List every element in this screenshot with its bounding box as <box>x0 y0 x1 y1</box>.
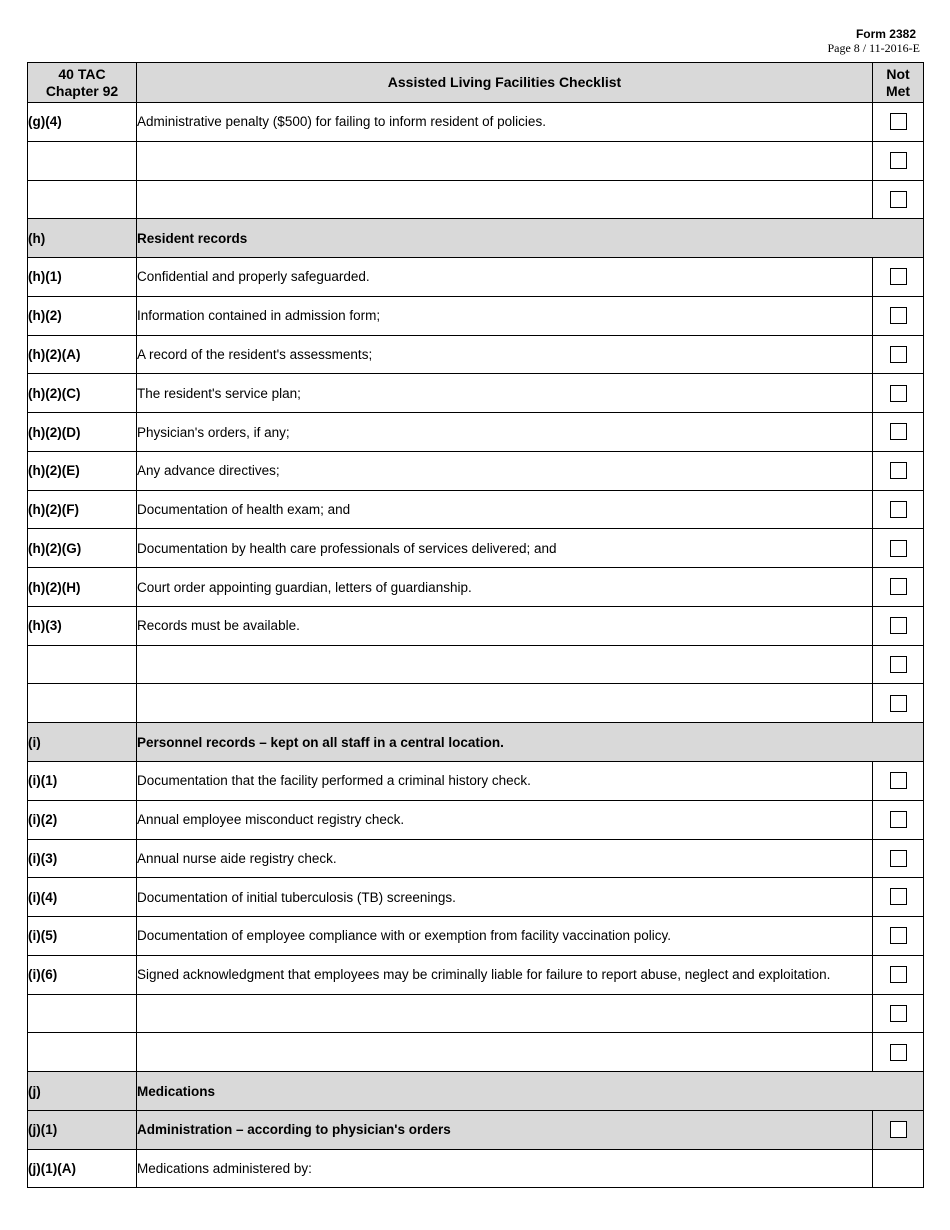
table-row <box>28 335 924 374</box>
not-met-checkbox[interactable] <box>890 346 907 363</box>
table-row <box>28 955 924 994</box>
row-description <box>137 994 873 1033</box>
row-ref: (i) <box>28 723 137 762</box>
not-met-checkbox[interactable] <box>890 811 907 828</box>
header-ref: 40 TAC Chapter 92 <box>28 63 137 103</box>
not-met-checkbox[interactable] <box>890 540 907 557</box>
table-row <box>28 258 924 297</box>
not-met-checkbox[interactable] <box>890 695 907 712</box>
not-met-checkbox[interactable] <box>890 385 907 402</box>
section-row <box>28 1072 924 1111</box>
table-row <box>28 606 924 645</box>
row-ref: (h) <box>28 219 137 258</box>
not-met-cell <box>873 258 924 297</box>
row-description: Signed acknowledgment that employees may be criminally liable for failure to report abuse, neglect and exploitation. <box>137 955 873 994</box>
table-row <box>28 374 924 413</box>
row-ref: (i)(1) <box>28 762 137 801</box>
table-row <box>28 1149 924 1188</box>
not-met-cell <box>873 103 924 142</box>
form-header <box>827 27 920 55</box>
table-row <box>28 490 924 529</box>
header-not-met: Not Met <box>873 63 924 103</box>
not-met-checkbox[interactable] <box>890 152 907 169</box>
row-ref: (h)(2)(C) <box>28 374 137 413</box>
row-description: Documentation that the facility performed a criminal history check. <box>137 762 873 801</box>
section-row <box>28 1110 924 1149</box>
not-met-cell <box>873 645 924 684</box>
not-met-checkbox[interactable] <box>890 462 907 479</box>
not-met-cell <box>873 413 924 452</box>
table-row <box>28 917 924 956</box>
row-description: A record of the resident's assessments; <box>137 335 873 374</box>
not-met-cell <box>873 529 924 568</box>
row-description <box>137 684 873 723</box>
row-description: Court order appointing guardian, letters of guardianship. <box>137 568 873 607</box>
not-met-cell <box>873 1110 924 1149</box>
section-row <box>28 723 924 762</box>
table-row <box>28 762 924 801</box>
row-description: Information contained in admission form; <box>137 296 873 335</box>
table-row <box>28 568 924 607</box>
row-description <box>137 645 873 684</box>
table-header-row <box>28 63 924 103</box>
section-row <box>28 219 924 258</box>
not-met-checkbox[interactable] <box>890 772 907 789</box>
section-title: Personnel records – kept on all staff in a central location. <box>137 723 924 762</box>
table-row <box>28 296 924 335</box>
not-met-cell <box>873 839 924 878</box>
section-title: Resident records <box>137 219 924 258</box>
not-met-cell <box>873 684 924 723</box>
not-met-checkbox[interactable] <box>890 501 907 518</box>
not-met-cell <box>873 606 924 645</box>
not-met-checkbox[interactable] <box>890 268 907 285</box>
page-info: Page 8 / 11-2016-E <box>827 41 920 55</box>
not-met-checkbox[interactable] <box>890 1121 907 1138</box>
not-met-cell <box>873 878 924 917</box>
not-met-cell <box>873 917 924 956</box>
row-description: Documentation of health exam; and <box>137 490 873 529</box>
row-description: Annual nurse aide registry check. <box>137 839 873 878</box>
row-ref: (h)(3) <box>28 606 137 645</box>
not-met-cell <box>873 1149 924 1188</box>
section-title: Administration – according to physician's orders <box>137 1110 873 1149</box>
row-ref: (h)(2) <box>28 296 137 335</box>
not-met-checkbox[interactable] <box>890 850 907 867</box>
row-description: The resident's service plan; <box>137 374 873 413</box>
table-row <box>28 103 924 142</box>
table-row <box>28 451 924 490</box>
row-ref: (h)(2)(H) <box>28 568 137 607</box>
not-met-cell <box>873 296 924 335</box>
row-ref <box>28 141 137 180</box>
not-met-checkbox[interactable] <box>890 927 907 944</box>
table-row <box>28 1033 924 1072</box>
row-ref: (i)(6) <box>28 955 137 994</box>
not-met-checkbox[interactable] <box>890 656 907 673</box>
not-met-checkbox[interactable] <box>890 888 907 905</box>
row-description: Administrative penalty ($500) for failing to inform resident of policies. <box>137 103 873 142</box>
row-ref <box>28 994 137 1033</box>
row-ref: (h)(2)(A) <box>28 335 137 374</box>
not-met-cell <box>873 762 924 801</box>
row-ref: (g)(4) <box>28 103 137 142</box>
table-row <box>28 684 924 723</box>
row-ref: (i)(5) <box>28 917 137 956</box>
not-met-cell <box>873 141 924 180</box>
row-description: Documentation by health care professionals of services delivered; and <box>137 529 873 568</box>
row-ref: (i)(4) <box>28 878 137 917</box>
not-met-cell <box>873 800 924 839</box>
not-met-checkbox[interactable] <box>890 423 907 440</box>
not-met-cell <box>873 490 924 529</box>
row-description <box>137 1033 873 1072</box>
row-description: Physician's orders, if any; <box>137 413 873 452</box>
row-ref: (h)(2)(G) <box>28 529 137 568</box>
table-row <box>28 413 924 452</box>
not-met-checkbox[interactable] <box>890 1044 907 1061</box>
row-ref <box>28 180 137 219</box>
row-ref: (h)(2)(E) <box>28 451 137 490</box>
not-met-checkbox[interactable] <box>890 191 907 208</box>
row-ref: (j) <box>28 1072 137 1111</box>
not-met-checkbox[interactable] <box>890 1005 907 1022</box>
row-ref: (j)(1) <box>28 1110 137 1149</box>
not-met-cell <box>873 451 924 490</box>
table-row <box>28 839 924 878</box>
row-description: Confidential and properly safeguarded. <box>137 258 873 297</box>
not-met-checkbox[interactable] <box>890 966 907 983</box>
table-row <box>28 994 924 1033</box>
form-number: Form 2382 <box>855 27 916 41</box>
row-ref: (j)(1)(A) <box>28 1149 137 1188</box>
table-body <box>28 103 924 1188</box>
row-description: Any advance directives; <box>137 451 873 490</box>
row-description: Documentation of employee compliance with or exemption from facility vaccination policy. <box>137 917 873 956</box>
not-met-cell <box>873 374 924 413</box>
not-met-cell <box>873 1033 924 1072</box>
row-ref: (i)(3) <box>28 839 137 878</box>
not-met-checkbox[interactable] <box>890 113 907 130</box>
row-description: Documentation of initial tuberculosis (TB) screenings. <box>137 878 873 917</box>
not-met-cell <box>873 994 924 1033</box>
checklist-table <box>27 62 924 1188</box>
not-met-cell <box>873 955 924 994</box>
table-row <box>28 141 924 180</box>
not-met-checkbox[interactable] <box>890 617 907 634</box>
table-row <box>28 878 924 917</box>
row-description: Medications administered by: <box>137 1149 873 1188</box>
row-ref <box>28 1033 137 1072</box>
not-met-checkbox[interactable] <box>890 307 907 324</box>
row-ref <box>28 645 137 684</box>
section-title: Medications <box>137 1072 924 1111</box>
not-met-cell <box>873 180 924 219</box>
row-ref: (h)(1) <box>28 258 137 297</box>
row-ref <box>28 684 137 723</box>
row-description <box>137 180 873 219</box>
table-row <box>28 800 924 839</box>
table-row <box>28 180 924 219</box>
table-row <box>28 645 924 684</box>
row-description: Records must be available. <box>137 606 873 645</box>
row-ref: (h)(2)(F) <box>28 490 137 529</box>
not-met-checkbox[interactable] <box>890 578 907 595</box>
header-title: Assisted Living Facilities Checklist <box>137 63 873 103</box>
table-row <box>28 529 924 568</box>
row-description <box>137 141 873 180</box>
row-ref: (i)(2) <box>28 800 137 839</box>
row-ref: (h)(2)(D) <box>28 413 137 452</box>
not-met-cell <box>873 335 924 374</box>
row-description: Annual employee misconduct registry check. <box>137 800 873 839</box>
not-met-cell <box>873 568 924 607</box>
